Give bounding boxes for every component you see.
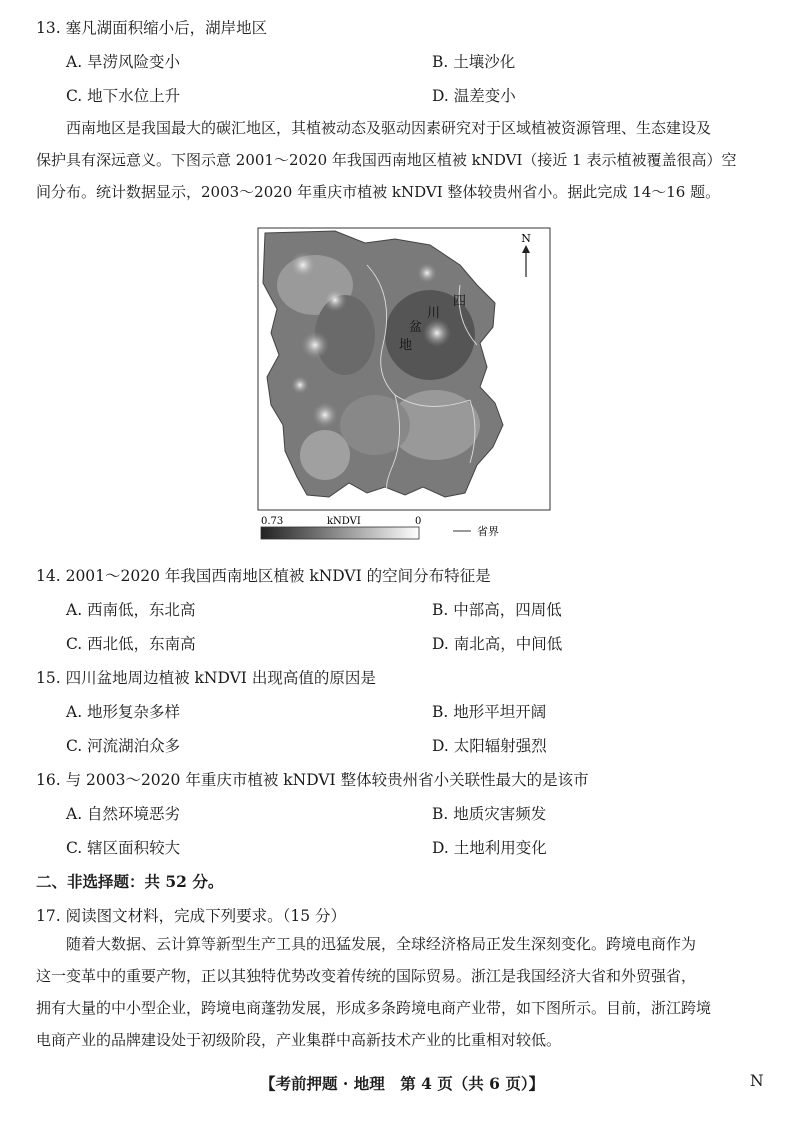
- q17-stem: 17. 阅读图文材料，完成下列要求。（15 分）: [36, 907, 346, 925]
- q16-option-a: A. 自然环境恶劣: [66, 805, 181, 823]
- q17-line: 这一变革中的重要产物，正以其独特优势改变着传统的国际贸易。浙江是我国经济大省和外贸强省，: [36, 967, 697, 985]
- q15-option-a: A. 地形复杂多样: [66, 703, 181, 721]
- q17-line: 随着大数据、云计算等新型生产工具的迅猛发展，全球经济格局正发生深刻变化。跨境电商作为: [66, 935, 697, 953]
- map-bright-spot: [417, 263, 437, 283]
- q14-stem: 14. 2001～2020 年我国西南地区植被 kNDVI 的空间分布特征是: [36, 567, 491, 585]
- boundary-legend-label: 省界: [477, 525, 499, 538]
- map-label-pen: 盆: [409, 320, 423, 335]
- q14-option-d: D. 南北高，中间低: [432, 635, 563, 653]
- map-bright-spot: [312, 402, 338, 428]
- q14-option-c: C. 西北低，东南高: [66, 635, 196, 653]
- q17-line: 拥有大量的中小型企业，跨境电商蓬勃发展，形成多条跨境电商产业带，如下图所示。目前，浙江跨境: [36, 999, 712, 1017]
- legend-title: kNDVI: [327, 516, 361, 527]
- map-label-si: 四: [453, 294, 467, 309]
- intro-paragraph: [36, 112, 766, 208]
- map-label-chuan: 川: [427, 306, 441, 321]
- map-bright-spot: [323, 288, 347, 312]
- map-label-di: 地: [399, 338, 413, 353]
- north-label: N: [521, 232, 531, 245]
- q17-line: 电商产业的品牌建设处于初级阶段，产业集群中高新技术产业的比重相对较低。: [36, 1031, 562, 1049]
- legend-min: 0: [415, 516, 422, 527]
- q15-option-d: D. 太阳辐射强烈: [432, 737, 547, 755]
- q17-material: [36, 928, 766, 1056]
- page-footer: 【考前押题 · 地理 第 4 页（共 6 页）】: [260, 1074, 545, 1093]
- q14-option-b: B. 中部高，四周低: [432, 601, 562, 619]
- q13-option-d: D. 温差变小: [432, 87, 516, 105]
- intro-line: 西南地区是我国最大的碳汇地区，其植被动态及驱动因素研究对于区域植被资源管理、生态建设及: [66, 119, 712, 137]
- q16-option-d: D. 土地利用变化: [432, 839, 547, 857]
- map-bright-spot: [301, 331, 329, 359]
- map-patch: [300, 430, 350, 480]
- q16-option-b: B. 地质灾害频发: [432, 805, 547, 823]
- q13-option-a: A. 旱涝风险变小: [66, 53, 181, 71]
- legend-max: 0.73: [261, 516, 284, 527]
- map-bright-spot: [289, 251, 317, 279]
- q13-option-b: B. 土壤沙化: [432, 53, 516, 71]
- q16-stem: 16. 与 2003～2020 年重庆市植被 kNDVI 整体较贵州省小关联性最大的是该市: [36, 771, 589, 789]
- map-bright-spot: [423, 319, 451, 347]
- q13-stem: 13. 塞凡湖面积缩小后，湖岸地区: [36, 19, 268, 37]
- kndvi-map-figure: [255, 225, 555, 545]
- q15-option-c: C. 河流湖泊众多: [66, 737, 181, 755]
- kndvi-legend-bar: [261, 527, 419, 539]
- q16-option-c: C. 辖区面积较大: [66, 839, 181, 857]
- intro-line: 间分布。统计数据显示，2003～2020 年重庆市植被 kNDVI 整体较贵州省小。据此完成 14～16 题。: [36, 183, 721, 201]
- section-heading: 二、非选择题：共 52 分。: [36, 872, 224, 891]
- map-bright-spot: [291, 376, 309, 394]
- q13-option-c: C. 地下水位上升: [66, 87, 181, 105]
- page-footer-mark: N: [750, 1072, 764, 1090]
- intro-line: 保护具有深远意义。下图示意 2001～2020 年我国西南地区植被 kNDVI（接近 1 表示植被覆盖很高）空: [36, 151, 737, 169]
- q14-option-a: A. 西南低，东北高: [66, 601, 196, 619]
- q15-stem: 15. 四川盆地周边植被 kNDVI 出现高值的原因是: [36, 669, 376, 687]
- q15-option-b: B. 地形平坦开阔: [432, 703, 547, 721]
